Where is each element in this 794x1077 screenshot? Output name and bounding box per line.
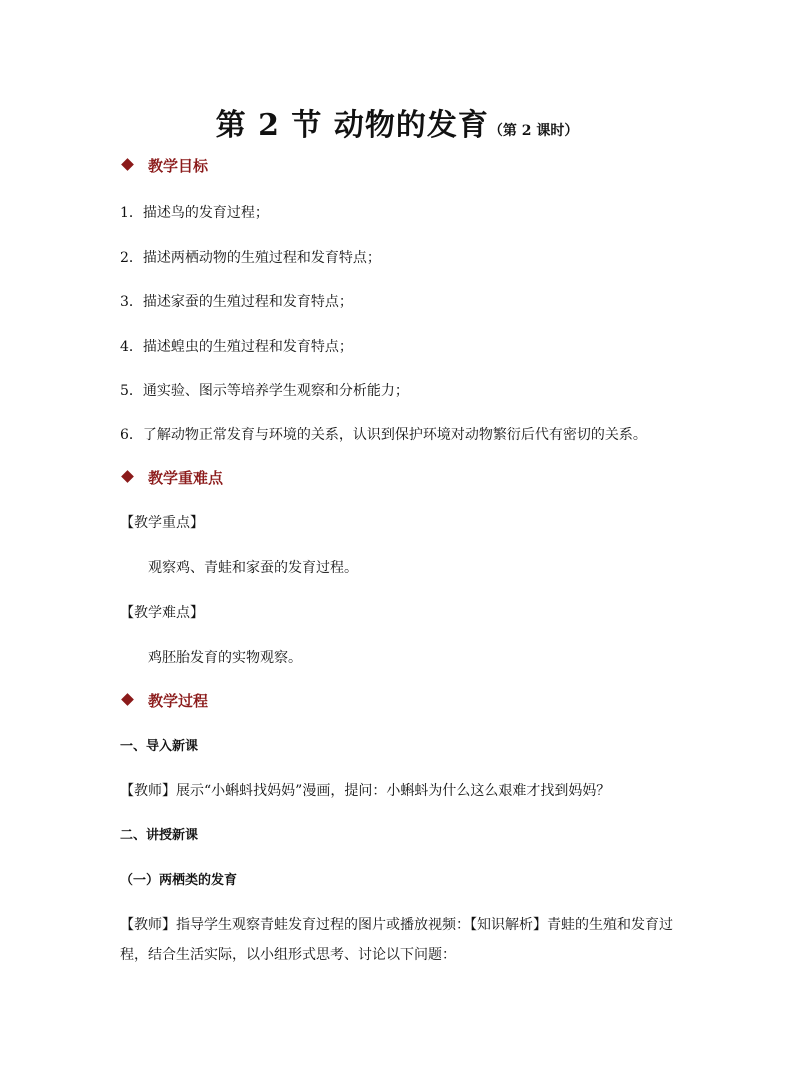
title-main: 第 2 节 动物的发育 — [215, 108, 489, 143]
process-part-1-text: 【教师】展示“小蝌蚪找妈妈”漫画，提问：小蝌蚪为什么这么艰难才找到妈妈？ — [120, 783, 611, 799]
section-heading-objectives: 教学目标 — [120, 156, 208, 176]
objective-item: 2．描述两栖动物的生殖过程和发育特点； — [120, 250, 381, 266]
process-part-1-heading: 一、导入新课 — [120, 739, 199, 754]
page-title — [0, 100, 794, 144]
process-subpart-1-heading: （一）两栖类的发育 — [120, 873, 238, 888]
focus-label: 【教学重点】 — [120, 515, 204, 531]
objective-item: 6．了解动物正常发育与环境的关系，认识到保护环境对动物繁衍后代有密切的关系。 — [120, 427, 647, 443]
process-subpart-1-line-2: 程，结合生活实际，以小组形式思考、讨论以下问题： — [120, 947, 456, 963]
diamond-bullet-icon — [121, 470, 134, 483]
process-subpart-1-line-1: 【教师】指导学生观察青蛙发育过程的图片或播放视频：【知识解析】青蛙的生殖和发育过 — [120, 917, 673, 933]
diamond-bullet-icon — [121, 158, 134, 171]
diamond-bullet-icon — [121, 693, 134, 706]
title-sub: （第 2 课时） — [488, 123, 579, 139]
objective-item: 4．描述蝗虫的生殖过程和发育特点； — [120, 339, 353, 355]
section-heading-keypoints: 教学重难点 — [120, 468, 223, 488]
difficulty-label: 【教学难点】 — [120, 605, 204, 621]
objective-item: 5．通实验、图示等培养学生观察和分析能力； — [120, 383, 409, 399]
section-heading-process: 教学过程 — [120, 691, 208, 711]
objective-item: 1．描述鸟的发育过程； — [120, 205, 269, 221]
objective-item: 3．描述家蚕的生殖过程和发育特点； — [120, 294, 353, 310]
process-part-2-heading: 二、讲授新课 — [120, 828, 199, 843]
focus-text: 观察鸡、青蛙和家蚕的发育过程。 — [148, 560, 358, 576]
difficulty-text: 鸡胚胎发育的实物观察。 — [148, 650, 302, 666]
